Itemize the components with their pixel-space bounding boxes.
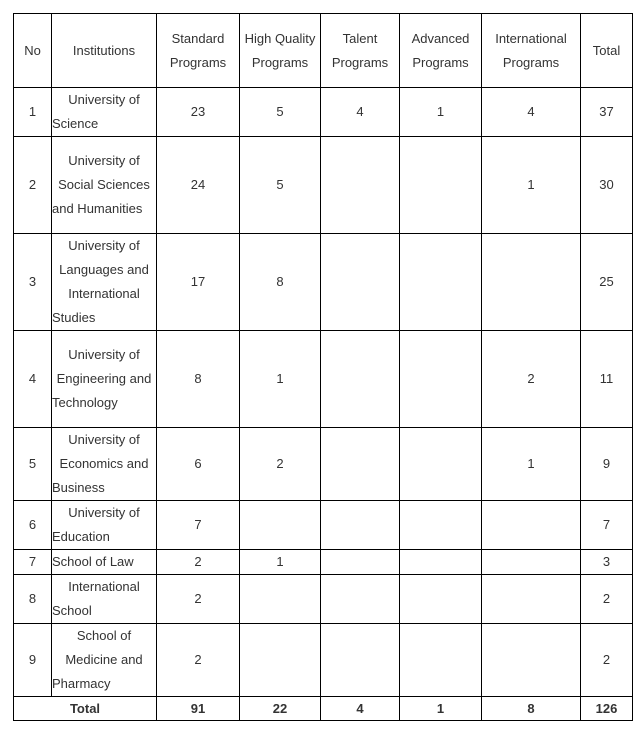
cell-institution: School of Medicine and Pharmacy — [52, 624, 157, 697]
cell-high-quality — [240, 575, 321, 624]
cell-high-quality: 2 — [240, 428, 321, 501]
cell-institution: University of Languages and International Studies — [52, 234, 157, 331]
programs-table — [13, 13, 633, 721]
cell-advanced — [400, 575, 482, 624]
cell-total: 30 — [581, 137, 633, 234]
cell-no: 9 — [14, 624, 52, 697]
cell-advanced — [400, 137, 482, 234]
cell-no: 7 — [14, 550, 52, 575]
cell-high-quality: 1 — [240, 331, 321, 428]
cell-international: 1 — [482, 137, 581, 234]
cell-high-quality: 5 — [240, 88, 321, 137]
cell-no: 2 — [14, 137, 52, 234]
cell-total: 2 — [581, 624, 633, 697]
header-institutions: Institutions — [52, 14, 157, 88]
cell-no: 4 — [14, 331, 52, 428]
cell-international — [482, 575, 581, 624]
cell-talent — [321, 234, 400, 331]
header-international-programs: International Programs — [482, 14, 581, 88]
table-row — [14, 331, 633, 428]
cell-talent — [321, 501, 400, 550]
header-advanced-programs: Advanced Programs — [400, 14, 482, 88]
total-label: Total — [14, 697, 157, 721]
cell-international — [482, 550, 581, 575]
cell-no: 5 — [14, 428, 52, 501]
table-row — [14, 88, 633, 137]
cell-total: 37 — [581, 88, 633, 137]
table-row — [14, 624, 633, 697]
cell-high-quality: 8 — [240, 234, 321, 331]
cell-institution: University of Social Sciences and Humanities — [52, 137, 157, 234]
cell-total: 25 — [581, 234, 633, 331]
cell-advanced — [400, 624, 482, 697]
cell-institution: International School — [52, 575, 157, 624]
cell-international — [482, 234, 581, 331]
header-no: No — [14, 14, 52, 88]
cell-advanced — [400, 331, 482, 428]
cell-total: 9 — [581, 428, 633, 501]
cell-advanced: 1 — [400, 88, 482, 137]
cell-no: 1 — [14, 88, 52, 137]
cell-high-quality — [240, 501, 321, 550]
total-grand: 126 — [581, 697, 633, 721]
cell-advanced — [400, 428, 482, 501]
cell-standard: 17 — [157, 234, 240, 331]
cell-total: 7 — [581, 501, 633, 550]
cell-standard: 7 — [157, 501, 240, 550]
cell-talent — [321, 428, 400, 501]
cell-institution: University of Economics and Business — [52, 428, 157, 501]
cell-international — [482, 624, 581, 697]
cell-international: 4 — [482, 88, 581, 137]
cell-standard: 2 — [157, 624, 240, 697]
cell-talent — [321, 137, 400, 234]
cell-talent — [321, 550, 400, 575]
cell-institution: University of Engineering and Technology — [52, 331, 157, 428]
table-row — [14, 234, 633, 331]
cell-talent — [321, 575, 400, 624]
cell-international — [482, 501, 581, 550]
cell-total: 11 — [581, 331, 633, 428]
cell-institution: University of Science — [52, 88, 157, 137]
cell-international: 2 — [482, 331, 581, 428]
cell-no: 3 — [14, 234, 52, 331]
table-row — [14, 428, 633, 501]
cell-standard: 24 — [157, 137, 240, 234]
total-standard: 91 — [157, 697, 240, 721]
cell-international: 1 — [482, 428, 581, 501]
table-row — [14, 137, 633, 234]
header-standard-programs: Standard Programs — [157, 14, 240, 88]
header-high-quality-programs: High Quality Programs — [240, 14, 321, 88]
table-row — [14, 550, 633, 575]
cell-total: 3 — [581, 550, 633, 575]
total-talent: 4 — [321, 697, 400, 721]
header-row — [14, 14, 633, 88]
cell-high-quality — [240, 624, 321, 697]
table-row — [14, 575, 633, 624]
cell-no: 6 — [14, 501, 52, 550]
cell-advanced — [400, 234, 482, 331]
total-international: 8 — [482, 697, 581, 721]
cell-standard: 2 — [157, 550, 240, 575]
cell-total: 2 — [581, 575, 633, 624]
total-high-quality: 22 — [240, 697, 321, 721]
cell-advanced — [400, 550, 482, 575]
cell-advanced — [400, 501, 482, 550]
total-advanced: 1 — [400, 697, 482, 721]
header-talent-programs: Talent Programs — [321, 14, 400, 88]
cell-high-quality: 5 — [240, 137, 321, 234]
cell-institution: University of Education — [52, 501, 157, 550]
cell-high-quality: 1 — [240, 550, 321, 575]
cell-talent — [321, 331, 400, 428]
cell-talent: 4 — [321, 88, 400, 137]
table-row — [14, 501, 633, 550]
cell-no: 8 — [14, 575, 52, 624]
cell-standard: 6 — [157, 428, 240, 501]
header-total: Total — [581, 14, 633, 88]
cell-standard: 2 — [157, 575, 240, 624]
cell-standard: 8 — [157, 331, 240, 428]
cell-talent — [321, 624, 400, 697]
cell-standard: 23 — [157, 88, 240, 137]
total-row — [14, 697, 633, 721]
cell-institution: School of Law — [52, 550, 157, 575]
